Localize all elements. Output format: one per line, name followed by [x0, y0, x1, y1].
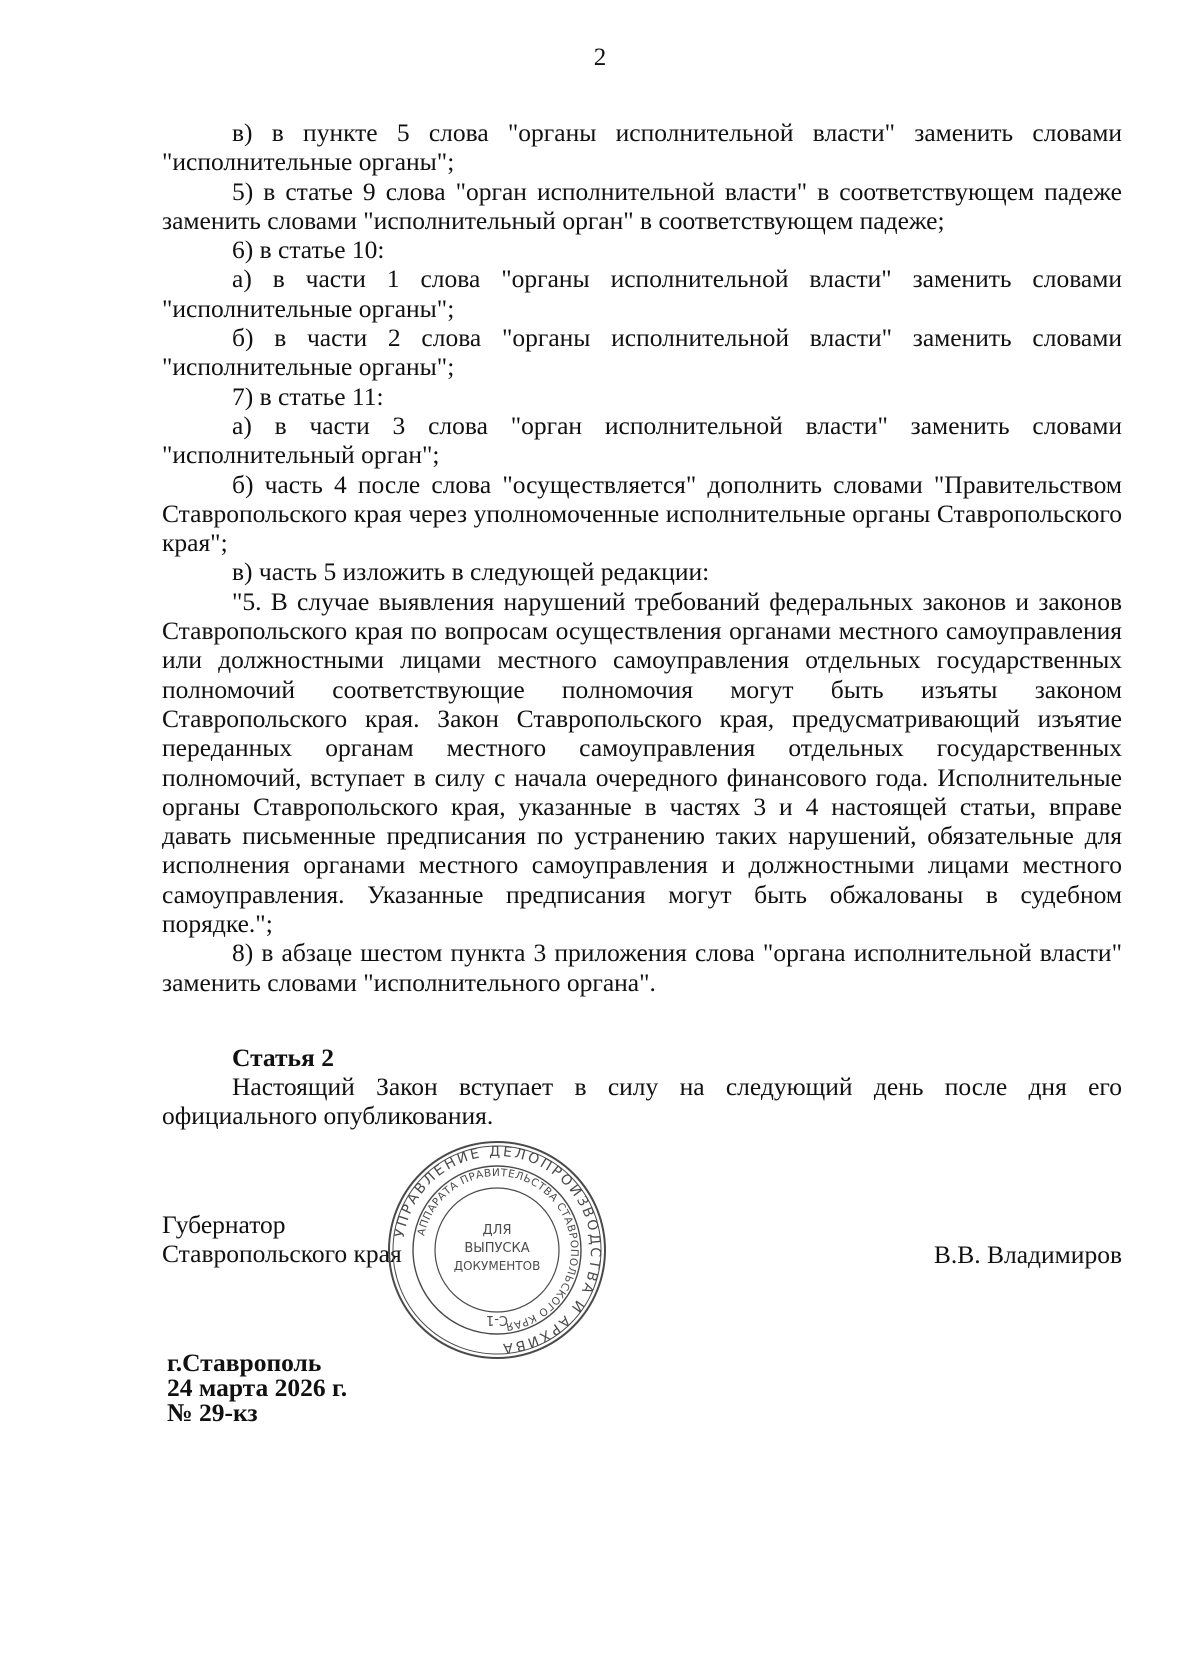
paragraph: 5) в статье 9 слова "орган исполнительной власти" в соответствующем падеже заменить словами "исполнительный орган" в соответствующем падеже; [162, 176, 1122, 235]
article-2-heading: Статья 2 [232, 1043, 334, 1072]
paragraph: а) в части 3 слова "орган исполнительной власти" заменить словами "исполнительный орган"; [162, 410, 1122, 470]
paragraph: б) часть 4 после слова "осуществляется" дополнить словами "Правительством Ставропольского края через уполномоченные исполнительные органы Ставропольского края"; [162, 469, 1122, 558]
paragraph: "5. В случае выявления нарушений требований федеральных законов и законов Ставропольского края по вопросам осуществления органами местного самоуправления или должностными лицами местного самоуправления отдельных государственных полномочий соответствующие полномочия могут быть изъяты законом Ставропольского края. Закон Ставропольского края, предусматривающий изъятие переданных органам местного самоуправления отдельных государственных полномочий, вступает в силу с начала очередного финансового года. Исполнительные органы Ставропольского края, указанные в частях 3 и 4 настоящей статьи, вправе давать письменные предписания по устранению таких нарушений, обязательные для исполнения органами местного самоуправления и должностными лицами местного самоуправления. Указанные предписания могут быть обжалованы в судебном порядке."; [162, 586, 1122, 939]
paragraph: б) в части 2 слова "органы исполнительной власти" заменить словами "исполнительные органы"; [162, 323, 1122, 382]
paragraph: а) в части 1 слова "органы исполнительной власти" заменить словами "исполнительные органы"; [162, 264, 1122, 323]
signatory-name: В.В. Владимиров [933, 1240, 1122, 1269]
footer-number: № 29-кз [167, 1398, 258, 1427]
paragraph: 6) в статье 10: [232, 235, 385, 265]
stamp-center-line2: ВЫПУСКА [464, 1241, 530, 1256]
paragraph: 8) в абзаце шестом пункта 3 приложения слова "органа исполнительной власти" заменить словами "исполнительного органа". [162, 938, 1122, 997]
paragraph: 7) в статье 11: [232, 381, 384, 411]
signatory-title [162, 1210, 402, 1269]
footer-city: г.Ставрополь [167, 1348, 322, 1377]
stamp-outer-text: УПРАВЛЕНИЕ ДЕЛОПРОИЗВОДСТВА И АРХИВА [391, 1143, 604, 1357]
article-2-text: Настоящий Закон вступает в силу на следующий день после дня его официального опубликования. [162, 1072, 1122, 1131]
paragraph: в) в пункте 5 слова "органы исполнительной власти" заменить словами "исполнительные органы"; [162, 118, 1122, 177]
document-footer [167, 1350, 347, 1425]
signatory-title-line1: Губернатор [162, 1210, 286, 1239]
footer-date: 24 марта 2026 г. [167, 1373, 348, 1402]
official-stamp [385, 1138, 609, 1362]
signatory-title-line2: Ставропольского края [162, 1239, 402, 1269]
page-number: 2 [593, 44, 607, 71]
stamp-center-line3: ДОКУМЕНТОВ [453, 1259, 541, 1273]
stamp-center-line1: ДЛЯ [482, 1223, 512, 1238]
document-body [162, 118, 1122, 997]
stamp-code: С-1 [485, 1312, 509, 1327]
paragraph: в) часть 5 изложить в следующей редакции: [232, 557, 710, 587]
stamp-inner-text: АППАРАТА ПРАВИТЕЛЬСТВА СТАВРОПОЛЬСКОГО КРАЯ [415, 1166, 581, 1333]
